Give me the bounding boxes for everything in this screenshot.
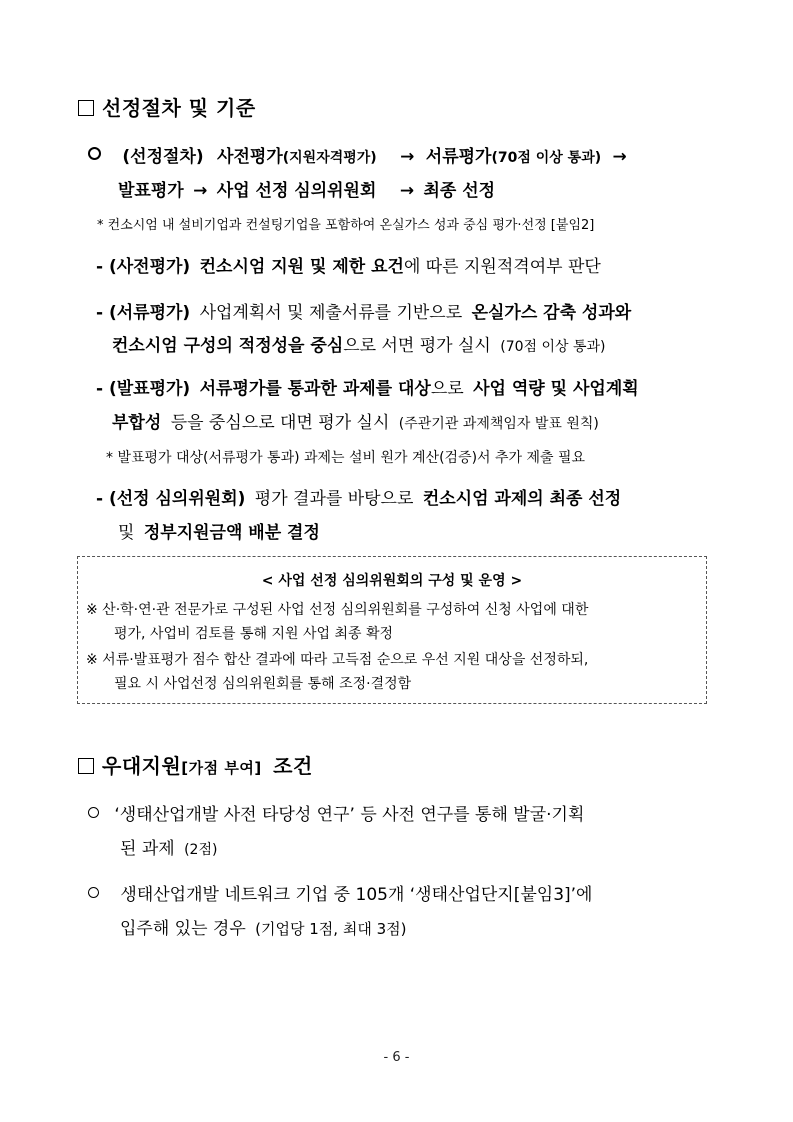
doc-evaluation-line-2: 컨소시엄 구성의 적정성을 중심으로 서면 평가 실시 (70점 이상 통과) [112, 336, 606, 356]
committee-line-1: - (선정 심의위원회) 평가 결과를 바탕으로 컨소시엄 과제의 최종 선정 [96, 489, 622, 509]
checkbox-square-icon [78, 758, 94, 774]
page-number: - 6 - [383, 1050, 410, 1065]
box-item-2-line-2: 필요 시 사업선정 심의위원회를 통해 조정·결정함 [114, 676, 412, 692]
box-title: < 사업 선정 심의위원회의 구성 및 운영 > [261, 573, 523, 589]
preference-item-1-line-2: 된 과제 (2점) [120, 839, 218, 859]
bullet-circle-icon [88, 887, 99, 898]
committee-info-box [77, 556, 707, 704]
checkbox-square-icon [78, 100, 94, 116]
preference-item-2-line-2: 입주해 있는 경우 (기업당 1점, 최대 3점) [120, 919, 407, 939]
note-presentation: * 발표평가 대상(서류평가 통과) 과제는 설비 원가 계산(검증)서 추가 제출 필요 [106, 450, 586, 466]
committee-line-2: 및 정부지원금액 배분 결정 [118, 523, 320, 543]
box-item-1-line-1: ※ 산·학·연·관 전문가로 구성된 사업 선정 심의위원회를 구성하여 신청 사업에 대한 [86, 602, 589, 618]
procedure-line-1: (선정절차) 사전평가(지원자격평가) → 서류평가(70점 이상 통과) → [88, 142, 627, 167]
bullet-circle-icon [88, 807, 99, 818]
doc-evaluation-line-1: - (서류평가) 사업계획서 및 제출서류를 기반으로 온실가스 감축 성과와 [96, 303, 632, 323]
preference-item-1-line-1: ‘생태산업개발 사전 타당성 연구’ 등 사전 연구를 통해 발굴·기획 [88, 800, 584, 825]
pres-evaluation-line-2: 부합성 등을 중심으로 대면 평가 실시 (주관기관 과제책임자 발표 원칙) [112, 413, 599, 433]
pre-evaluation-line: - (사전평가) 컨소시엄 지원 및 제한 요건에 따른 지원적격여부 판단 [96, 257, 601, 277]
box-item-2-line-1: ※ 서류·발표평가 점수 합산 결과에 따라 고득점 순으로 우선 지원 대상을 선정하되, [86, 652, 589, 668]
procedure-line-2: 발표평가 → 사업 선정 심의위원회 → 최종 선정 [118, 181, 496, 201]
section1-heading: 선정절차 및 기준 [78, 92, 256, 121]
preference-item-2-line-1: 생태산업개발 네트워크 기업 중 105개 ‘생태산업단지[붙임3]’에 [88, 880, 592, 905]
box-item-1-line-2: 평가, 사업비 검토를 통해 지원 사업 최종 확정 [114, 626, 394, 642]
bullet-circle-icon [88, 147, 101, 160]
section2-heading: 우대지원[가점 부여] 조건 [78, 750, 313, 779]
note-consortium: * 컨소시엄 내 설비기업과 컨설팅기업을 포함하여 온실가스 성과 중심 평가·선정 [붙임2] [97, 218, 595, 233]
pres-evaluation-line-1: - (발표평가) 서류평가를 통과한 과제를 대상으로 사업 역량 및 사업계획 [96, 379, 639, 399]
